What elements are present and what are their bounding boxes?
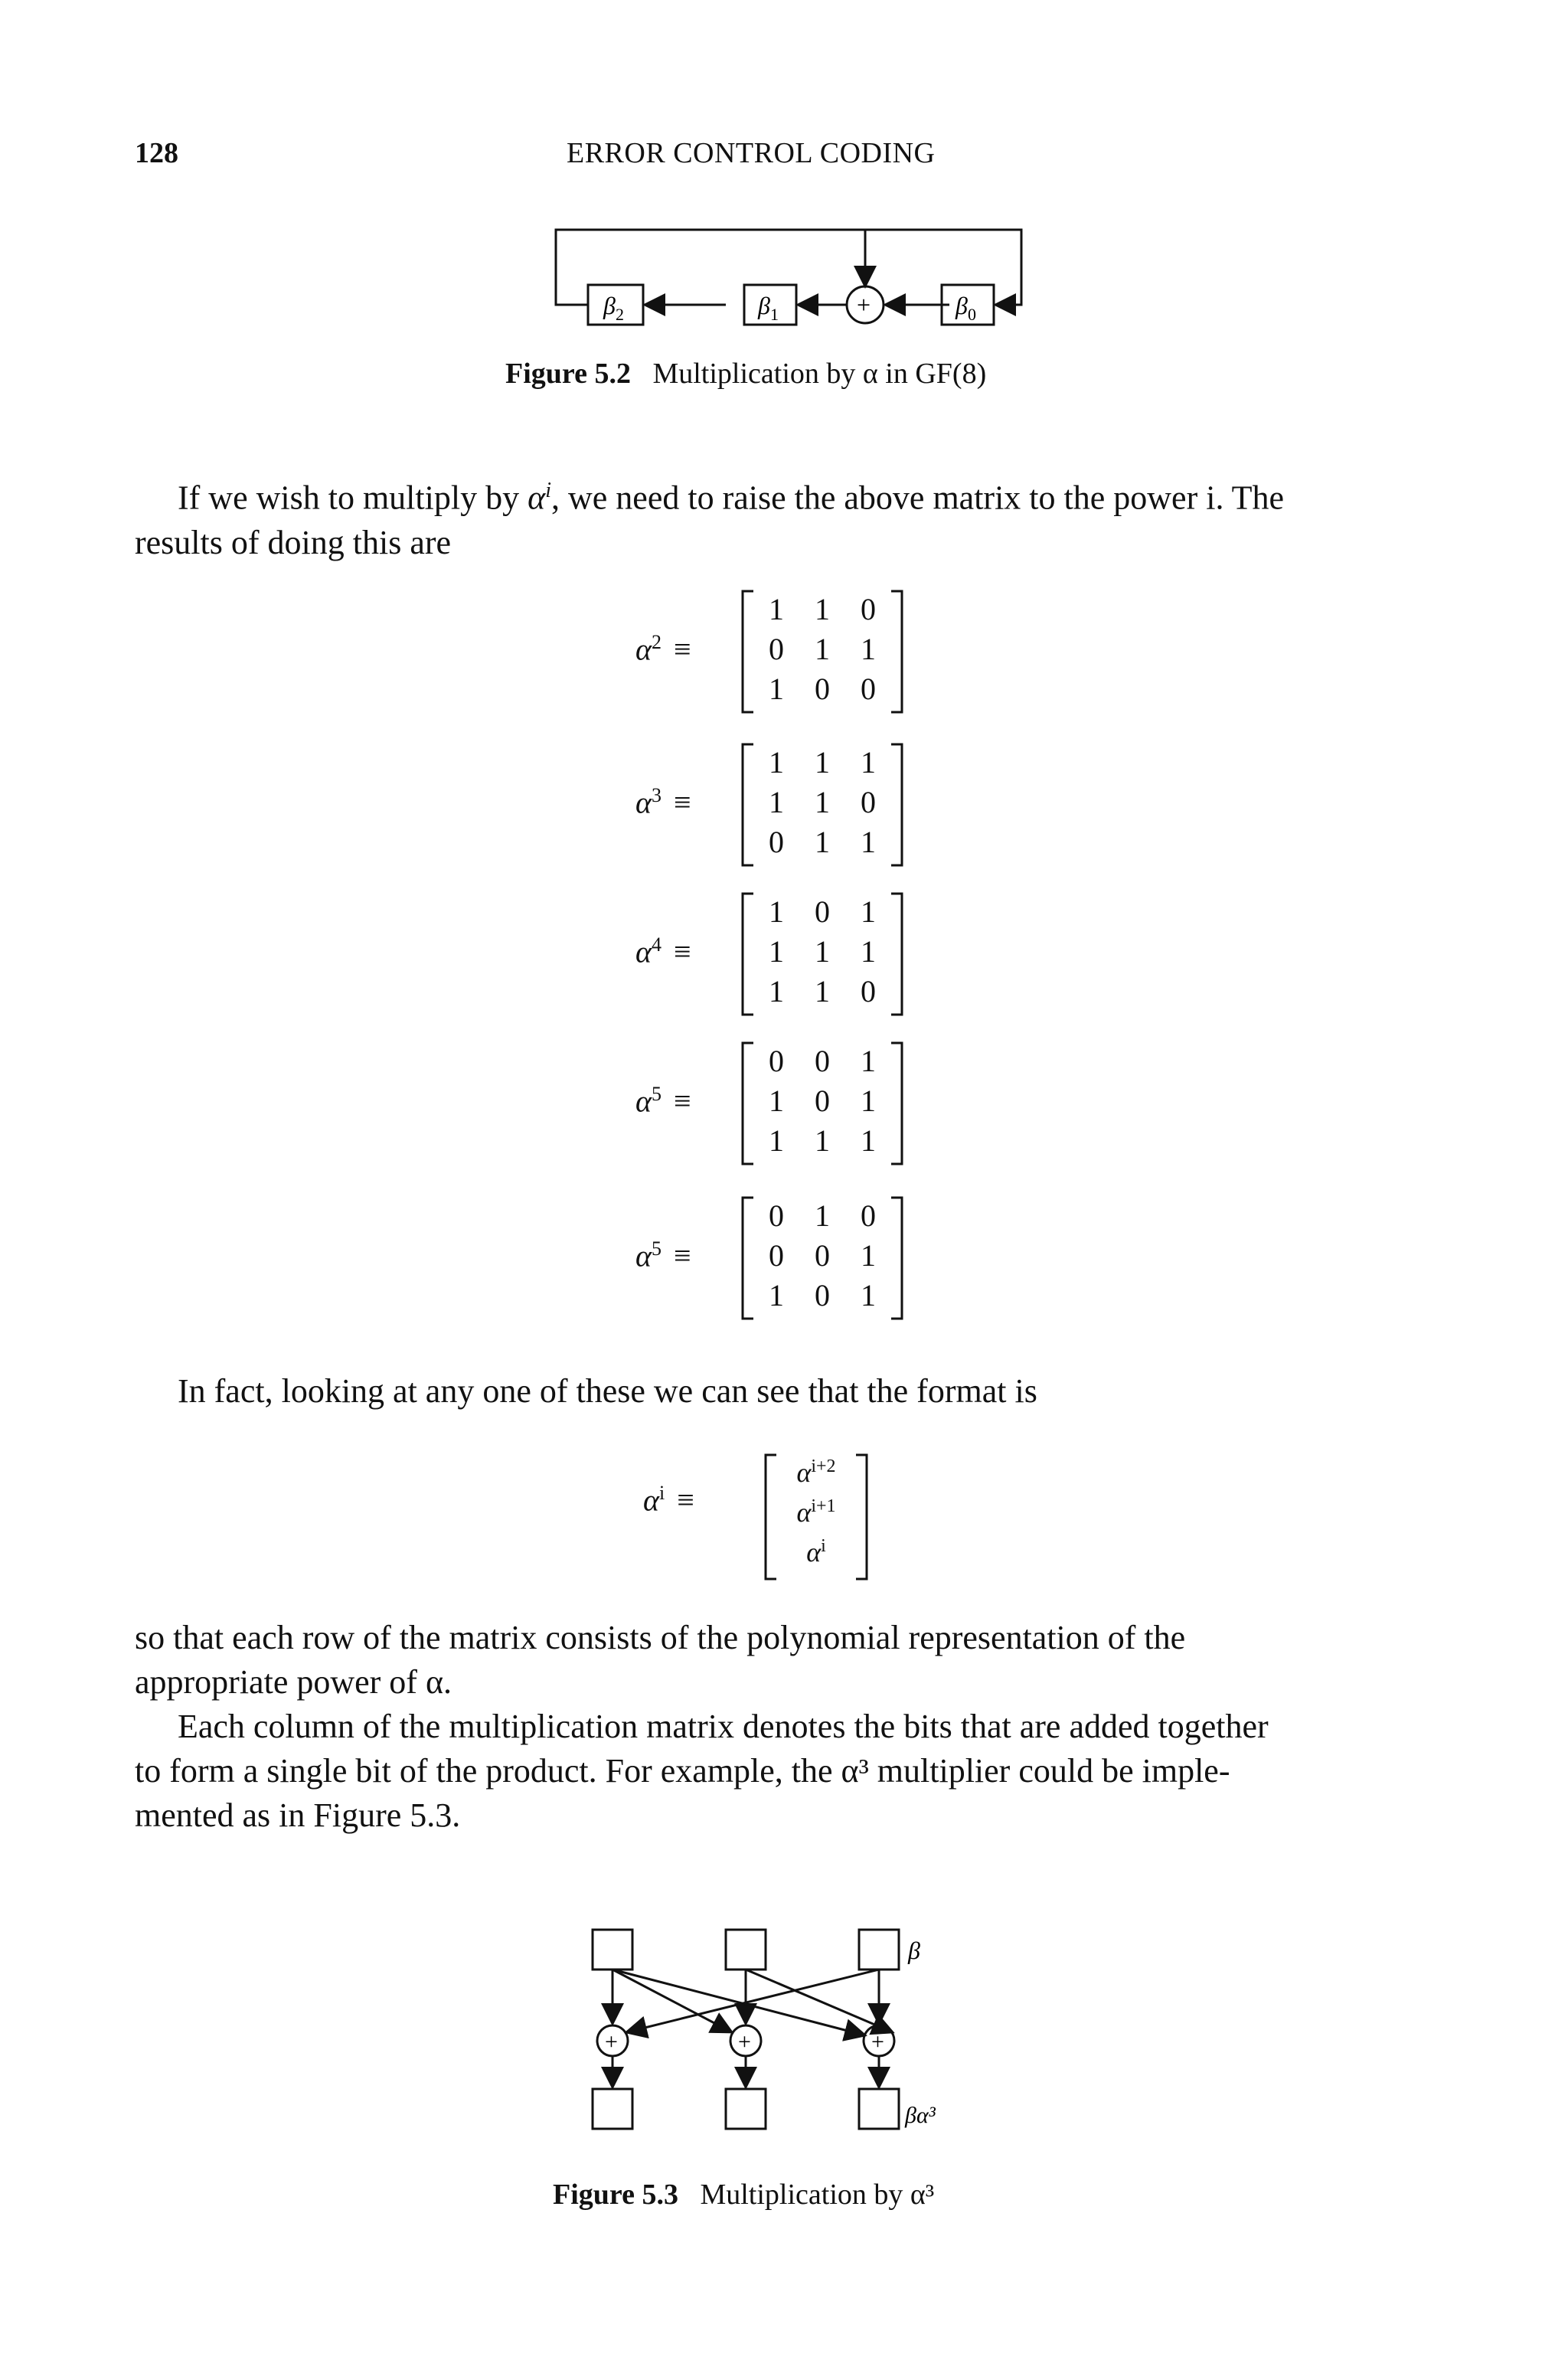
matrix-cell: 1 (861, 1238, 876, 1273)
matrix-cell: 1 (769, 1278, 784, 1312)
paragraph-1-line-2: results of doing this are (135, 523, 452, 561)
matrix-cell: 0 (861, 785, 876, 819)
matrix-lhs: $\alpha^5$ ≡ (635, 1237, 691, 1273)
matrix-cell: 1 (861, 825, 876, 859)
page-number: 128 (135, 137, 178, 169)
matrix-cell: 1 (769, 974, 784, 1008)
figure-5-3-caption (553, 2178, 934, 2211)
paragraph-1 (135, 469, 1436, 565)
matrix-cell: 1 (861, 1278, 876, 1312)
format-matrix (763, 1452, 870, 1582)
output-register (593, 2089, 632, 2129)
register-label: $\beta_0$ (956, 292, 976, 324)
matrix-cell: 1 (815, 745, 830, 780)
figure-caption-text: Multiplication by α in GF(8) (652, 358, 987, 390)
matrix-cell: 0 (861, 592, 876, 626)
input-register (593, 1930, 632, 1970)
matrix-cell: 0 (861, 672, 876, 706)
matrix-cell: 1 (861, 1123, 876, 1158)
matrix (740, 588, 905, 715)
matrix-cell: 0 (769, 1044, 784, 1078)
matrix-cell: 1 (861, 934, 876, 969)
paragraph-3-line-2: appropriate power of α. (135, 1663, 452, 1701)
matrix-cell: 0 (861, 1198, 876, 1233)
format-row: $\alpha^{i+1}$ (796, 1496, 836, 1528)
matrix-cell: 1 (769, 672, 784, 706)
matrix-cell: 0 (815, 894, 830, 929)
paragraph-1-line-1: If we wish to multiply by $\alpha^i$, we need to raise the above matrix to the power i. The (178, 479, 1285, 517)
matrix-cell: 0 (815, 1084, 830, 1118)
input-register (859, 1930, 899, 1970)
matrix-cell: 1 (861, 1084, 876, 1118)
matrix-lhs: $\alpha^4$ ≡ (635, 933, 691, 969)
matrix-cell: 0 (769, 1198, 784, 1233)
paragraph-4 (135, 1705, 1436, 1838)
register-label: $\beta_2$ (603, 292, 624, 324)
paragraph-3-line-1: so that each row of the matrix consists of the polynomial representation of the (135, 1619, 1186, 1656)
matrix-cell: 1 (769, 1123, 784, 1158)
figure-5-2-diagram (536, 221, 1057, 343)
register-label: $\beta_1$ (758, 292, 779, 324)
matrix-cell: 1 (815, 934, 830, 969)
matrix-cell: 1 (769, 894, 784, 929)
matrix-cell: 1 (861, 894, 876, 929)
matrix-lhs: $\alpha^3$ ≡ (635, 784, 691, 820)
matrix (740, 891, 905, 1018)
figure-label: Figure 5.3 (553, 2179, 678, 2211)
figure-label: Figure 5.2 (505, 358, 631, 390)
output-label: βα³ (905, 2103, 936, 2128)
matrix-cell: 0 (815, 672, 830, 706)
matrix-cell: 1 (769, 745, 784, 780)
matrix-cell: 1 (815, 1123, 830, 1158)
format-equation-lhs: $\alpha^i$ ≡ (643, 1482, 694, 1518)
matrix-cell: 0 (815, 1238, 830, 1273)
matrix-cell: 1 (815, 825, 830, 859)
matrix-cell: 1 (815, 785, 830, 819)
matrix-cell: 0 (815, 1044, 830, 1078)
matrix-cell: 1 (815, 632, 830, 666)
matrix-cell: 1 (815, 592, 830, 626)
matrix-cell: 1 (861, 1044, 876, 1078)
matrix-cell: 1 (769, 592, 784, 626)
matrix (740, 1195, 905, 1322)
matrix-lhs: $\alpha^2$ ≡ (635, 631, 691, 667)
matrix-cell: 0 (815, 1278, 830, 1312)
paragraph-3 (135, 1616, 1436, 1705)
paragraph-2-line-1: In fact, looking at any one of these we can see that the format is (178, 1372, 1037, 1410)
adder-plus: + (871, 2029, 884, 2055)
adder-plus: + (738, 2029, 751, 2055)
matrix-cell: 1 (815, 1198, 830, 1233)
paragraph-4-line-3: mented as in Figure 5.3. (135, 1796, 461, 1834)
matrix (740, 1040, 905, 1167)
matrix-cell: 0 (861, 974, 876, 1008)
matrix-lhs: $\alpha^5$ ≡ (635, 1083, 691, 1119)
matrix-cell: 0 (769, 632, 784, 666)
matrix-cell: 0 (769, 1238, 784, 1273)
matrix-cell: 1 (769, 934, 784, 969)
matrix-cell: 0 (769, 825, 784, 859)
matrix-cell: 1 (861, 632, 876, 666)
matrix-cell: 1 (769, 1084, 784, 1118)
figure-5-3-diagram (582, 1922, 1072, 2152)
matrix-cell: 1 (861, 745, 876, 780)
figure-5-2-caption (505, 357, 986, 391)
running-title: ERROR CONTROL CODING (567, 137, 936, 169)
matrix-cell: 1 (815, 974, 830, 1008)
format-row: $\alpha^{i+2}$ (796, 1456, 836, 1488)
input-register (726, 1930, 766, 1970)
format-row: $\alpha^i$ (806, 1536, 826, 1567)
input-label: β (908, 1937, 920, 1964)
matrix (740, 741, 905, 868)
paragraph-4-line-2: to form a single bit of the product. For example, the α³ multiplier could be imple- (135, 1752, 1230, 1790)
output-register (859, 2089, 899, 2129)
matrix-cell: 1 (769, 785, 784, 819)
output-register (726, 2089, 766, 2129)
adder-plus: + (857, 291, 871, 319)
paragraph-2 (178, 1369, 1441, 1414)
paragraph-4-line-1: Each column of the multiplication matrix denotes the bits that are added together (178, 1708, 1269, 1745)
adder-plus: + (605, 2029, 618, 2055)
figure-caption-text: Multiplication by α³ (700, 2179, 935, 2211)
